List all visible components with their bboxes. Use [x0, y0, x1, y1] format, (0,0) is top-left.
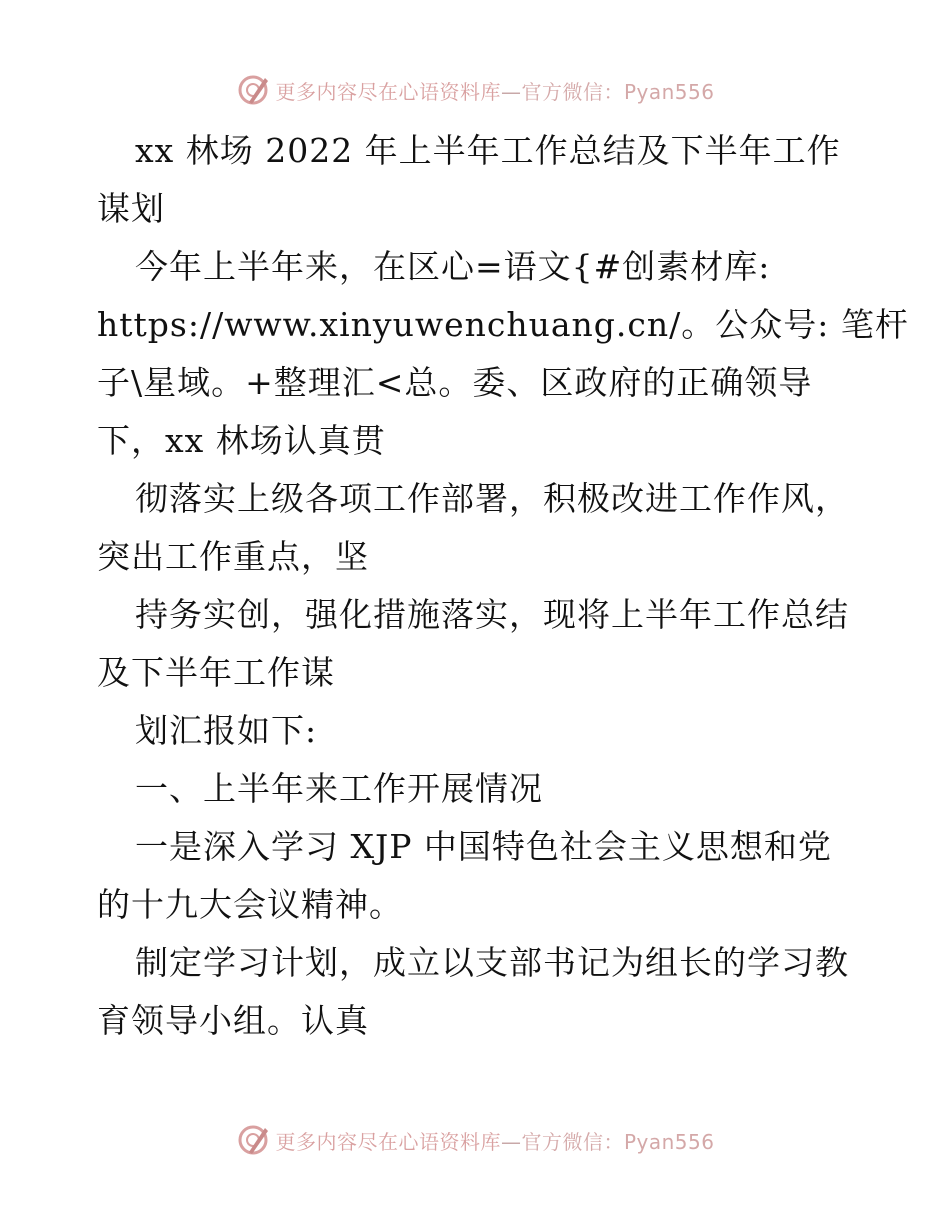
text-line: 一是深入学习 XJP 中国特色社会主义思想和党 [135, 827, 832, 866]
text-line: 子\星域。+整理汇<总。委、区政府的正确领导 [97, 363, 813, 402]
text-line: 一、上半年来工作开展情况 [135, 769, 543, 808]
text-line: 及下半年工作谋 [97, 653, 335, 692]
text-line: 持务实创，强化措施落实，现将上半年工作总结 [135, 595, 849, 634]
watermark-footer [0, 1120, 950, 1160]
text-line: 突出工作重点，坚 [97, 537, 369, 576]
watermark-header [0, 70, 950, 110]
text-line: 下，xx 林场认真贯 [97, 421, 386, 460]
watermark-contact: 官方微信：Pyan556 [521, 79, 715, 104]
text-line: 制定学习计划，成立以支部书记为组长的学习教 [135, 943, 849, 982]
watermark-main: 更多内容尽在心语资料库 [275, 1129, 501, 1154]
watermark-contact: 官方微信：Pyan556 [521, 1129, 715, 1154]
text-line: https://www.xinyuwenchuang.cn/。公众号: 笔杆 [97, 305, 909, 344]
watermark-separator: — [500, 1129, 522, 1154]
document-body [97, 122, 909, 1050]
watermark-separator: — [500, 79, 522, 104]
text-line: 彻落实上级各项工作部署，积极改进工作作风， [135, 479, 849, 518]
text-line: 今年上半年来，在区心=语文{#创素材库: [135, 247, 771, 286]
text-line: 谋划 [97, 189, 165, 228]
watermark-text [275, 1126, 714, 1155]
pen-logo-icon [235, 1122, 271, 1158]
text-line: 的十九大会议精神。 [97, 885, 403, 924]
text-line: 划汇报如下: [135, 711, 318, 750]
watermark-text [275, 76, 714, 105]
text-line: xx 林场 2022 年上半年工作总结及下半年工作 [135, 131, 841, 170]
text-line: 育领导小组。认真 [97, 1001, 369, 1040]
pen-logo-icon [235, 72, 271, 108]
watermark-main: 更多内容尽在心语资料库 [275, 79, 501, 104]
